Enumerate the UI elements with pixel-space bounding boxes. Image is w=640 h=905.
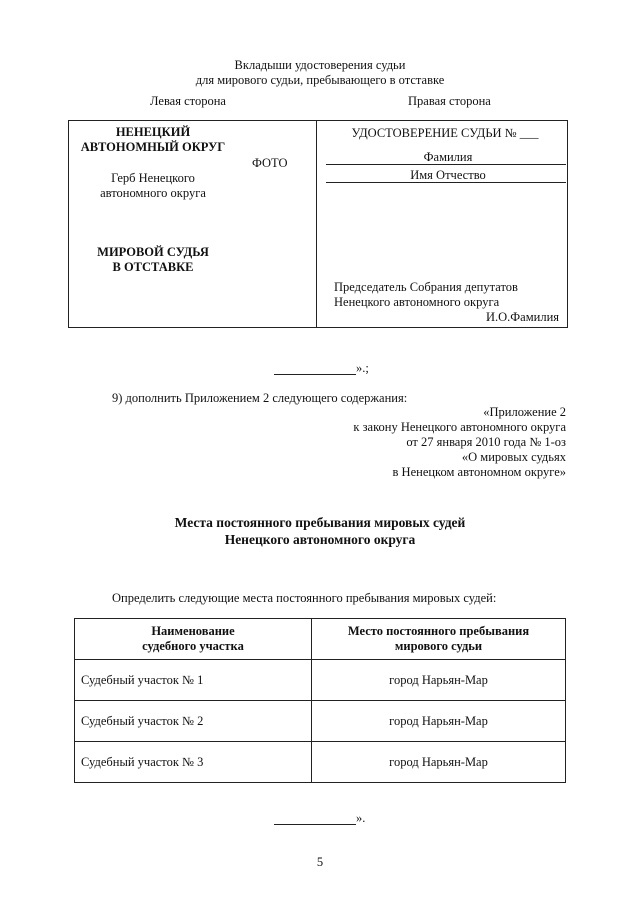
appendix-line3: от 27 января 2010 года № 1-оз	[406, 435, 566, 449]
places-table	[74, 618, 566, 783]
region-name-line1: НЕНЕЦКИЙ	[115, 125, 191, 139]
status-line1: МИРОВОЙ СУДЬЯ	[97, 245, 209, 259]
district-cell: Судебный участок № 3	[75, 742, 312, 783]
left-side-label: Левая сторона	[150, 94, 226, 108]
column-header-district-line2: судебного участка	[142, 639, 244, 653]
section-title-line1: Места постоянного пребывания мировых судей	[174, 515, 466, 530]
place-cell: город Нарьян-Мар	[312, 742, 566, 783]
photo-placeholder: ФОТО	[252, 156, 288, 170]
closing-quote-1: ».;	[356, 361, 369, 375]
appendix-line5: в Ненецком автономном округе»	[392, 465, 566, 479]
chair-title-line1: Председатель Собрания депутатов	[334, 280, 518, 294]
column-header-district-line1: Наименование	[151, 624, 235, 638]
district-cell: Судебный участок № 2	[75, 701, 312, 742]
closing-rule-1	[274, 374, 356, 375]
status-line2: В ОТСТАВКЕ	[112, 260, 194, 274]
insert-divider	[316, 120, 317, 328]
surname-label: Фамилия	[423, 150, 473, 164]
closing-rule-2	[274, 824, 356, 825]
table-header-row	[75, 619, 566, 660]
column-header-place	[312, 619, 566, 660]
table-row	[75, 701, 566, 742]
column-header-place-line1: Место постоянного пребывания	[347, 624, 530, 638]
surname-rule	[326, 164, 566, 165]
name-patronymic-rule	[326, 182, 566, 183]
column-header-place-line2: мирового судьи	[394, 639, 483, 653]
name-patronymic-label: Имя Отчество	[410, 168, 486, 182]
page-number: 5	[316, 855, 324, 869]
certificate-title: УДОСТОВЕРЕНИЕ СУДЬИ № ___	[351, 126, 539, 140]
column-header-district	[75, 619, 312, 660]
table-row	[75, 660, 566, 701]
district-cell: Судебный участок № 1	[75, 660, 312, 701]
intro-text: Определить следующие места постоянного пребывания мировых судей:	[112, 591, 497, 605]
region-name-line2: АВТОНОМНЫЙ ОКРУГ	[80, 140, 226, 154]
appendix-line4: «О мировых судьях	[461, 450, 566, 464]
emblem-label-line1: Герб Ненецкого	[111, 171, 195, 185]
emblem-label-line2: автономного округа	[100, 186, 206, 200]
right-side-label: Правая сторона	[408, 94, 491, 108]
chair-title-line2: Ненецкого автономного округа	[334, 295, 500, 309]
appendix-line2: к закону Ненецкого автономного округа	[353, 420, 566, 434]
place-cell: город Нарьян-Мар	[312, 701, 566, 742]
table-row	[75, 742, 566, 783]
insert-heading-line2: для мирового судьи, пребывающего в отставке	[195, 73, 445, 87]
section-title-line2: Ненецкого автономного округа	[224, 532, 416, 547]
appendix-line1: «Приложение 2	[483, 405, 566, 419]
chair-signature-name: И.О.Фамилия	[486, 310, 560, 324]
insert-heading-line1: Вкладыши удостоверения судьи	[234, 58, 406, 72]
closing-quote-2: ».	[356, 811, 366, 825]
place-cell: город Нарьян-Мар	[312, 660, 566, 701]
amendment-text: 9) дополнить Приложением 2 следующего содержания:	[112, 391, 408, 405]
